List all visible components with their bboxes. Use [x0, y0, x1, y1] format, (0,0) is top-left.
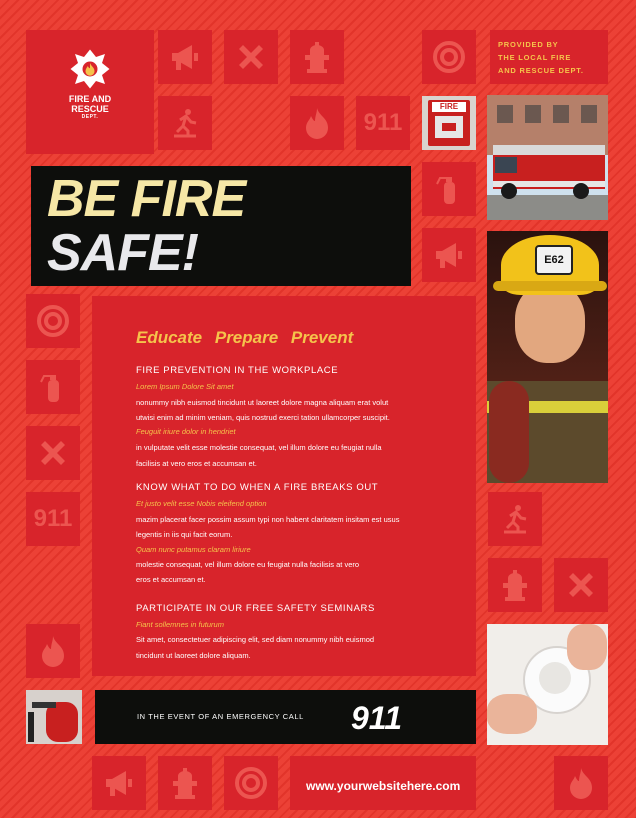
provided-by-line-2: THE LOCAL FIRE — [498, 53, 572, 62]
exit-running-man-icon — [158, 96, 212, 150]
section-heading: FIRE PREVENTION IN THE WORKPLACE — [136, 365, 339, 376]
firefighter-photo — [487, 231, 608, 483]
fire-rescue-logo — [26, 30, 154, 154]
fire-hose-icon — [422, 30, 476, 84]
section-subheading: Et justo velit esse Nobis eleifend option — [136, 499, 267, 508]
flame-icon — [554, 756, 608, 810]
section-body-line: eros et accumsan et. — [136, 575, 206, 584]
megaphone-icon — [422, 228, 476, 282]
x-cross-icon — [26, 426, 80, 480]
headline-line-1: BE FIRE — [47, 170, 246, 228]
fire-hydrant-icon — [158, 756, 212, 810]
fire-extinguisher-icon — [26, 360, 80, 414]
section-body-line: Sit amet, consectetuer adipiscing elit, sed diam nonummy nibh euismod — [136, 635, 375, 644]
section-body-line: utwisi enim ad minim veniam, quis nostrud exerci tation ullamcorper suscipit. — [136, 413, 390, 422]
fire-alarm-label: FIRE — [432, 102, 466, 112]
headline-box — [31, 166, 411, 286]
fire-truck-photo — [487, 95, 608, 220]
tile-911-icon: 911 — [356, 96, 410, 150]
section-body-line: nonummy nibh euismod tincidunt ut laoreet dolore magna aliquam erat volut — [136, 398, 389, 407]
section-body-line: facilisis at vero eros et accumsan et. — [136, 459, 257, 468]
fire-extinguisher-icon — [422, 162, 476, 216]
section-heading: PARTICIPATE IN OUR FREE SAFETY SEMINARS — [136, 603, 375, 614]
smoke-detector-photo — [487, 624, 608, 745]
emergency-label: IN THE EVENT OF AN EMERGENCY CALL — [137, 712, 304, 721]
fire-hydrant-icon — [488, 558, 542, 612]
section-body-line: molestie consequat, vel illum dolore eu feugiat nulla facilisis at vero — [136, 560, 360, 569]
helmet-badge-number: E62 — [535, 245, 573, 275]
logo-line-2: RESCUE — [71, 104, 109, 114]
x-cross-icon — [554, 558, 608, 612]
flame-icon — [290, 96, 344, 150]
provided-by-line-1: PROVIDED BY — [498, 40, 559, 49]
logo-line-1: FIRE AND — [68, 94, 112, 104]
emergency-call-bar — [95, 690, 476, 744]
section-body-line: legentis in iis qui facit eorum. — [136, 530, 233, 539]
section-body-line: tincidunt ut laoreet dolore aliquam. — [136, 651, 251, 660]
megaphone-icon — [158, 30, 212, 84]
content-panel — [92, 296, 476, 676]
fire-hydrant-icon — [290, 30, 344, 84]
headline-line-2: SAFE! — [47, 224, 198, 282]
x-cross-icon — [224, 30, 278, 84]
section-subheading: Quam nunc putamus claram liriure — [136, 545, 251, 554]
fire-hose-icon — [26, 294, 80, 348]
provided-by-line-3: AND RESCUE DEPT. — [498, 66, 584, 75]
fire-hose-icon — [224, 756, 278, 810]
extinguisher-photo — [26, 690, 82, 744]
section-body-line: in vulputate velit esse molestie consequat, vel illum dolore eu feugiat nulla — [136, 443, 382, 452]
flame-icon — [26, 624, 80, 678]
section-body-line: mazim placerat facer possim assum typi non habent claritatem insitam est usus — [136, 515, 400, 524]
website-link[interactable]: www.yourwebsitehere.com — [306, 779, 461, 793]
fire-alarm-photo — [422, 96, 476, 150]
provided-by-block — [490, 30, 608, 84]
section-subheading: Feuguit iriure dolor in hendriet — [136, 427, 236, 436]
megaphone-icon — [92, 756, 146, 810]
section-heading: KNOW WHAT TO DO WHEN A FIRE BREAKS OUT — [136, 482, 379, 493]
section-subheading: Fiant sollemnes in futurum — [136, 620, 224, 629]
emergency-number: 911 — [351, 700, 403, 736]
logo-line-3: DEPT. — [81, 114, 99, 120]
exit-running-man-icon — [488, 492, 542, 546]
maltese-cross-emblem-icon — [67, 48, 113, 90]
tagline: Educate Prepare Prevent — [136, 328, 354, 347]
section-subheading: Lorem Ipsum Dolore Sit amet — [136, 382, 234, 391]
tile-911-icon: 911 — [26, 492, 80, 546]
